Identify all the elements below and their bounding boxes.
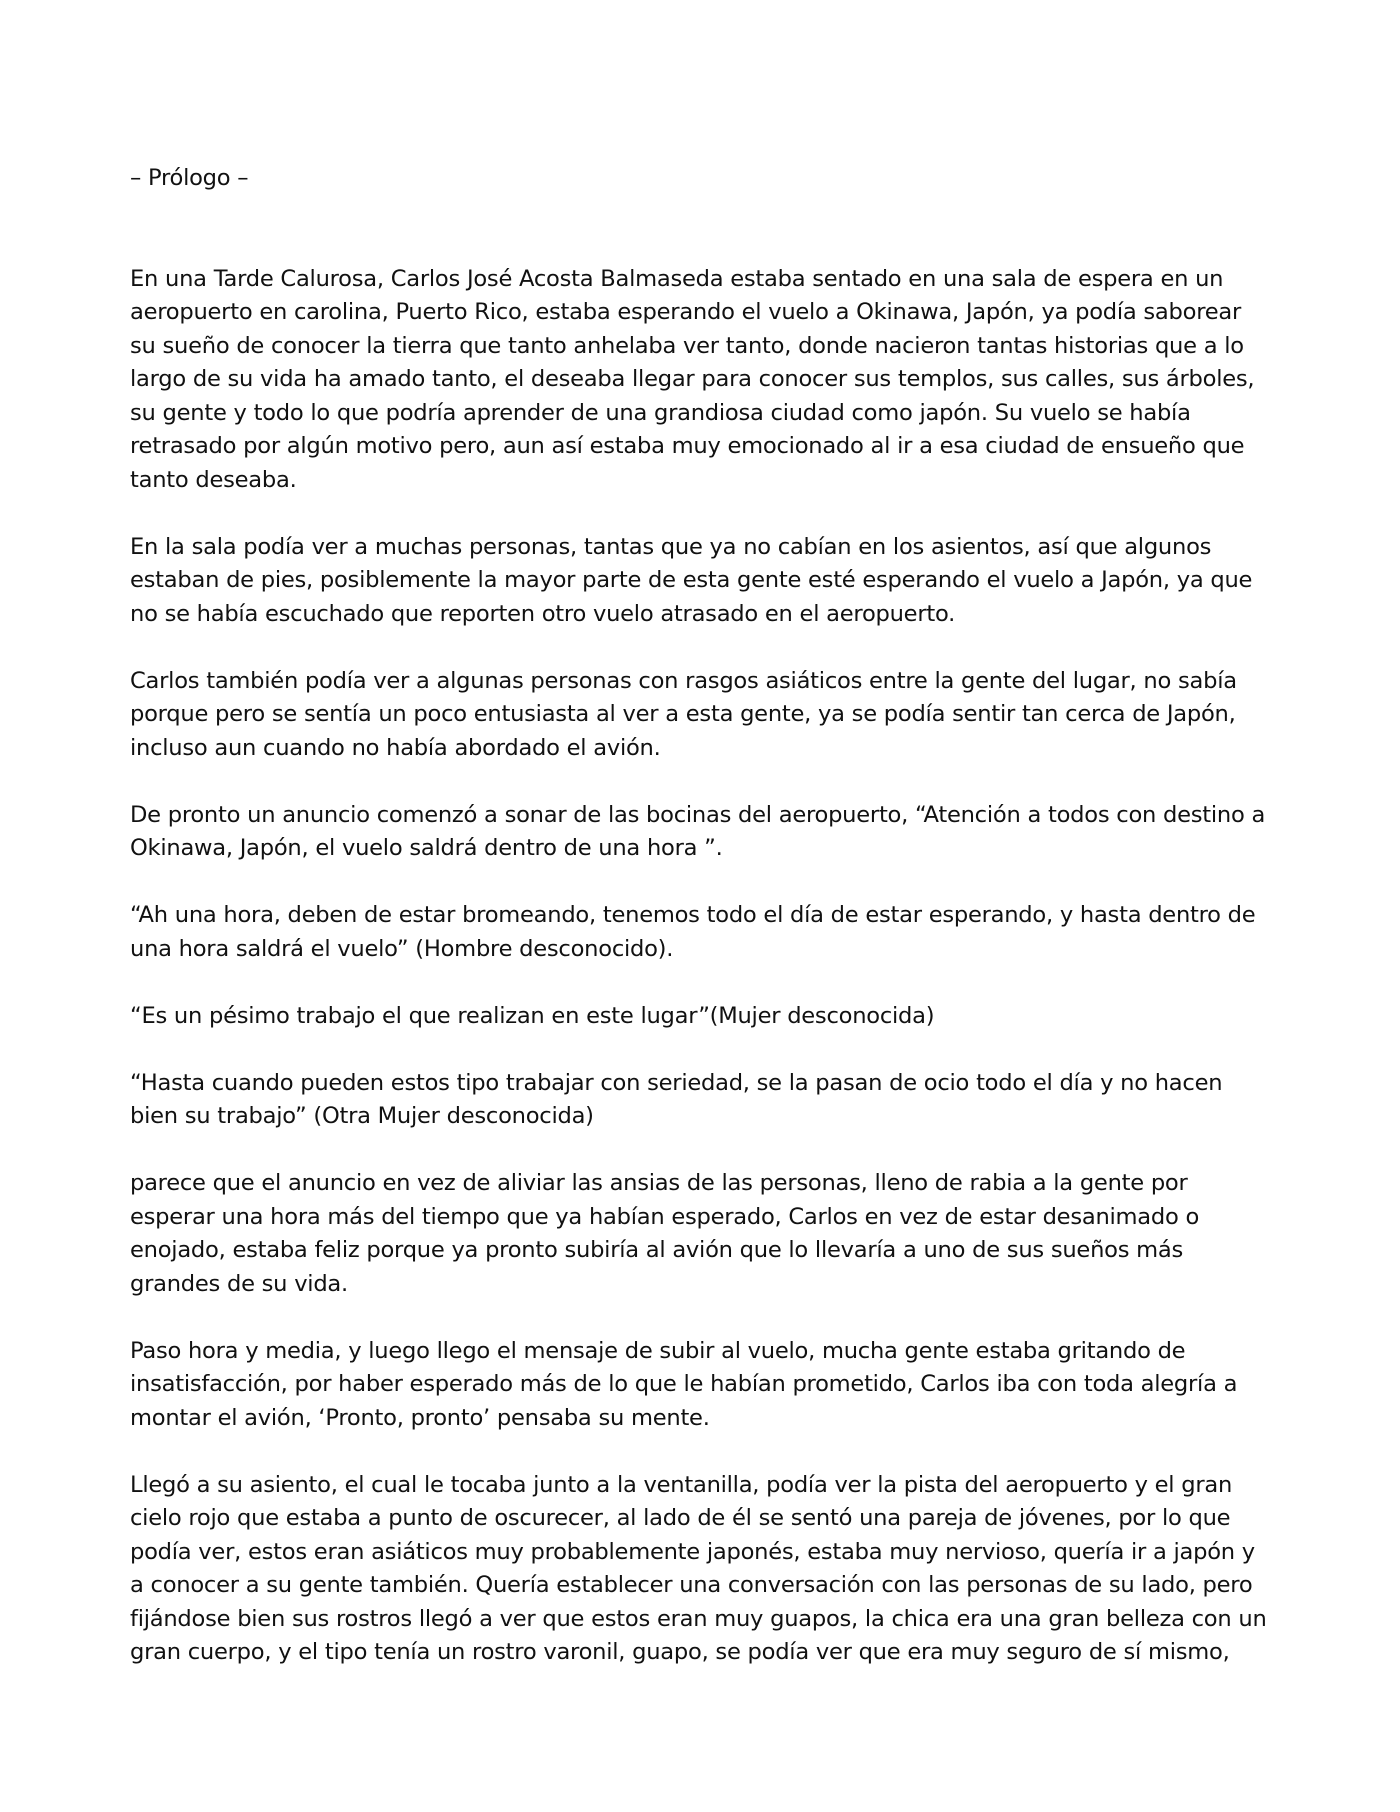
paragraph-1: En una Tarde Calurosa, Carlos José Acosta Balmaseda estaba sentado en una sala de espera en un aeropuerto en carolina, Puerto Rico, estaba esperando el vuelo a Okinawa, Japón, ya podía saborear su sueño de conocer la tierra que tanto anhelaba ver tanto, donde nacieron tantas historias que a lo largo de su vida ha amado tanto, el deseaba llegar para conocer sus templos, sus calles, sus árboles, su gente y todo lo que podría aprender de una grandiosa ciudad como japón. Su vuelo se había retrasado por algún motivo pero, aun así estaba muy emocionado al ir a esa ciudad de ensueño que tanto deseaba. (130, 265, 1255, 493)
paragraph-4: De pronto un anuncio comenzó a sonar de las bocinas del aeropuerto, “Atención a todos con destino a Okinawa, Japón, el vuelo saldrá dentro de una hora ”. (130, 801, 1266, 861)
document-body (130, 162, 1270, 1670)
chapter-heading: – Prólogo – (130, 165, 249, 191)
paragraph-9: Paso hora y media, y luego llego el mensaje de subir al vuelo, mucha gente estaba gritando de insatisfacción, por haber esperado más de lo que le habían prometido, Carlos iba con toda alegría a montar el avión, ‘Pronto, pronto’ pensaba su mente. (130, 1337, 1238, 1431)
paragraph-6: “Es un pésimo trabajo el que realizan en este lugar”(Mujer desconocida) (130, 1002, 935, 1029)
paragraph-5: “Ah una hora, deben de estar bromeando, tenemos todo el día de estar esperando, y hasta dentro de una hora saldrá el vuelo” (Hombre desconocido). (130, 902, 1256, 962)
paragraph-8: parece que el anuncio en vez de aliviar las ansias de las personas, lleno de rabia a la gente por esperar una hora más del tiempo que ya habían esperado, Carlos en vez de estar desanimado o enojado, estaba feliz porque ya pronto subiría al avión que lo llevaría a uno de sus sueños más grandes de su vida. (130, 1170, 1200, 1297)
paragraph-10: Llegó a su asiento, el cual le tocaba junto a la ventanilla, podía ver la pista del aeropuerto y el gran cielo rojo que estaba a punto de oscurecer, al lado de él se sentó una pareja de jóvenes, por lo que podía ver, estos eran asiáticos muy probablemente japonés, estaba muy nervioso, quería ir a japón y a conocer a su gente también. Quería establecer una conversación con las personas de su lado, pero fijándose bien sus rostros llegó a ver que estos eran muy guapos, la chica era una gran belleza con un gran cuerpo, y el tipo tenía un rostro varonil, guapo, se podía ver que era muy seguro de sí mismo, (130, 1471, 1267, 1665)
paragraph-7: “Hasta cuando pueden estos tipo trabajar con seriedad, se la pasan de ocio todo el día y no hacen bien su trabajo” (Otra Mujer desconocida) (130, 1069, 1223, 1129)
paragraph-2: En la sala podía ver a muchas personas, tantas que ya no cabían en los asientos, así que algunos estaban de pies, posiblemente la mayor parte de esta gente esté esperando el vuelo a Japón, ya que no se había escuchado que reporten otro vuelo atrasado en el aeropuerto. (130, 533, 1253, 627)
paragraph-3: Carlos también podía ver a algunas personas con rasgos asiáticos entre la gente del lugar, no sabía porque pero se sentía un poco entusiasta al ver a esta gente, ya se podía sentir tan cerca de Japón, incluso aun cuando no había abordado el avión. (130, 667, 1237, 761)
